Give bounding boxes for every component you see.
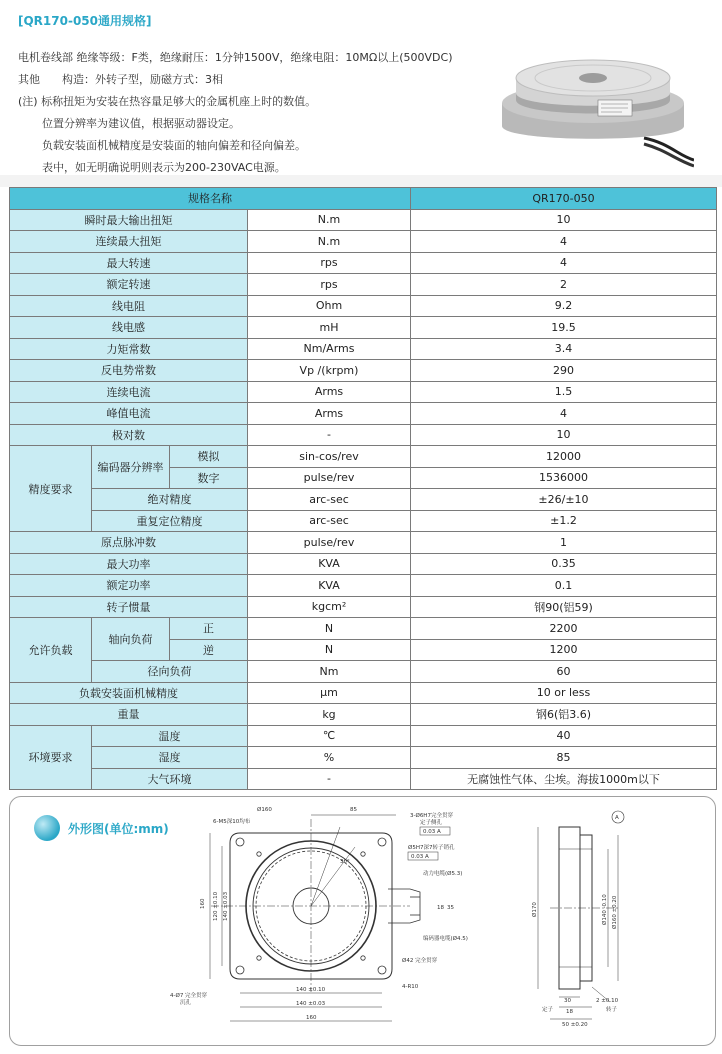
- row-unit: %: [248, 747, 411, 769]
- row-unit: Nm/Arms: [248, 338, 411, 360]
- dim-label: 3-Ø6H7完全贯穿: [410, 813, 453, 819]
- table-row: [10, 596, 717, 618]
- row-label: 瞬时最大输出扭矩: [10, 209, 248, 231]
- group-label-axial-load: 轴向负荷: [92, 618, 170, 661]
- table-row: [10, 338, 717, 360]
- spec-table: [9, 187, 717, 790]
- intro-line: (注) 标称扭矩为安装在热容量足够大的金属机座上时的数值。: [18, 95, 317, 108]
- table-header-row: [10, 188, 717, 210]
- dim-label: 50 ±0.20: [562, 1022, 588, 1028]
- row-value: 1.5: [411, 381, 717, 403]
- row-value: 10: [411, 424, 717, 446]
- row-unit: μm: [248, 682, 411, 704]
- dim-label: Ø160 ±0.20: [612, 895, 618, 929]
- row-unit: arc-sec: [248, 489, 411, 511]
- row-label: 重量: [10, 704, 248, 726]
- table-row: [10, 532, 717, 554]
- table-row: [10, 252, 717, 274]
- page-title: [QR170-050通用规格]: [18, 14, 152, 28]
- row-unit: Arms: [248, 381, 411, 403]
- table-row: [10, 704, 717, 726]
- row-unit: kgcm²: [248, 596, 411, 618]
- row-value: 10: [411, 209, 717, 231]
- row-label: 极对数: [10, 424, 248, 446]
- group-label-accuracy: 精度要求: [10, 446, 92, 532]
- dim-label: 140 ±0.03: [296, 1001, 326, 1007]
- dim-label: 0.03 A: [423, 829, 441, 835]
- dim-label: A: [615, 815, 619, 821]
- row-unit: pulse/rev: [248, 467, 411, 489]
- table-row: [10, 618, 717, 640]
- table-row: [10, 575, 717, 597]
- row-label: 负载安装面机械精度: [10, 682, 248, 704]
- dim-label: 2 ±0.10: [596, 998, 619, 1004]
- table-row: [10, 768, 717, 790]
- row-value: ±26/±10: [411, 489, 717, 511]
- row-label: 数字: [170, 467, 248, 489]
- row-value: 19.5: [411, 317, 717, 339]
- intro-line: 位置分辨率为建议值，根据驱动器设定。: [42, 117, 240, 130]
- row-value: 40: [411, 725, 717, 747]
- row-label: 反电势常数: [10, 360, 248, 382]
- intro-text: [18, 47, 498, 179]
- dim-label: 160: [200, 898, 206, 909]
- row-value: 2200: [411, 618, 717, 640]
- dim-label: 6-M5深10均布: [213, 819, 251, 825]
- dim-label: Ø170: [532, 902, 538, 917]
- dim-label: 沉孔: [180, 1000, 192, 1006]
- table-row: [10, 295, 717, 317]
- row-value: 2: [411, 274, 717, 296]
- row-unit: Nm: [248, 661, 411, 683]
- row-label: 连续电流: [10, 381, 248, 403]
- row-unit: pulse/rev: [248, 532, 411, 554]
- table-row: [10, 231, 717, 253]
- dim-label: 定子侧孔: [420, 820, 443, 826]
- row-unit: KVA: [248, 575, 411, 597]
- table-row: [10, 553, 717, 575]
- dim-label: 转子: [606, 1007, 618, 1013]
- dim-label: 0.03 A: [411, 854, 429, 860]
- row-value: 4: [411, 231, 717, 253]
- dim-label: 85: [350, 807, 357, 813]
- row-label: 绝对精度: [92, 489, 248, 511]
- dimension-drawing: [10, 797, 715, 1045]
- dim-label: 定子: [542, 1007, 554, 1013]
- row-label: 力矩常数: [10, 338, 248, 360]
- row-unit: kg: [248, 704, 411, 726]
- row-label: 最大转速: [10, 252, 248, 274]
- section-separator: [0, 175, 722, 187]
- table-row: [10, 661, 717, 683]
- row-label: 额定转速: [10, 274, 248, 296]
- row-label: 大气环境: [92, 768, 248, 790]
- row-label: 正: [170, 618, 248, 640]
- dim-label: 18: [437, 905, 444, 911]
- dim-label: Ø140 -0.10: [602, 894, 608, 925]
- header-model: QR170-050: [411, 188, 717, 210]
- row-label: 线电阻: [10, 295, 248, 317]
- row-unit: -: [248, 768, 411, 790]
- row-label: 额定功率: [10, 575, 248, 597]
- header-spec-name: 规格名称: [10, 188, 411, 210]
- row-value: 60: [411, 661, 717, 683]
- row-unit: N: [248, 639, 411, 661]
- table-row: [10, 209, 717, 231]
- dim-label: Ø5H7深7转子销孔: [408, 845, 455, 851]
- row-value: 0.1: [411, 575, 717, 597]
- row-unit: Ohm: [248, 295, 411, 317]
- intro-line: 其他 构造：外转子型，励磁方式：3相: [18, 73, 223, 86]
- dim-label: 编码器电缆(Ø4.5): [423, 936, 468, 942]
- intro-line: 电机卷线部 绝缘等级：F类，绝缘耐压：1分钟1500V，绝缘电阻：10MΩ以上(500VDC): [18, 51, 453, 64]
- row-unit: sin-cos/rev: [248, 446, 411, 468]
- row-value: 1200: [411, 639, 717, 661]
- row-label: 峰值电流: [10, 403, 248, 425]
- table-row: [10, 725, 717, 747]
- group-label-environment: 环境要求: [10, 725, 92, 790]
- dim-label: 140 ±0.10: [296, 987, 326, 993]
- row-value: 钢6(铝3.6): [411, 704, 717, 726]
- table-row: [10, 489, 717, 511]
- row-label: 湿度: [92, 747, 248, 769]
- table-row: [10, 360, 717, 382]
- dim-label: Ø42 完全贯穿: [402, 958, 438, 964]
- row-unit: Arms: [248, 403, 411, 425]
- row-label: 线电感: [10, 317, 248, 339]
- row-value: 0.35: [411, 553, 717, 575]
- row-unit: -: [248, 424, 411, 446]
- group-label-encoder: 编码器分辨率: [92, 446, 170, 489]
- intro-line: 负载安装面机械精度是安装面的轴向偏差和径向偏差。: [42, 139, 306, 152]
- row-unit: rps: [248, 252, 411, 274]
- row-label: 径向负荷: [92, 661, 248, 683]
- outline-drawing-panel: [9, 796, 716, 1046]
- row-label: 逆: [170, 639, 248, 661]
- dim-label: 动力电缆(Ø5.3): [423, 871, 463, 877]
- row-unit: rps: [248, 274, 411, 296]
- table-row: [10, 424, 717, 446]
- row-unit: ℃: [248, 725, 411, 747]
- intro-line: 表中，如无明确说明则表示为200-230VAC电源。: [42, 161, 286, 174]
- row-unit: arc-sec: [248, 510, 411, 532]
- dim-label: 18: [566, 1009, 573, 1015]
- front-view-labels: [170, 806, 468, 1021]
- row-value: 1: [411, 532, 717, 554]
- dim-label: 30: [564, 998, 571, 1004]
- row-value: 4: [411, 252, 717, 274]
- row-value: 钢90(铝59): [411, 596, 717, 618]
- row-label: 原点脉冲数: [10, 532, 248, 554]
- dim-label: 120 ±0.10: [213, 891, 219, 921]
- row-label: 重复定位精度: [92, 510, 248, 532]
- row-label: 温度: [92, 725, 248, 747]
- row-unit: N.m: [248, 209, 411, 231]
- row-unit: mH: [248, 317, 411, 339]
- row-value: 12000: [411, 446, 717, 468]
- dim-label: 160: [306, 1015, 317, 1021]
- row-value: 85: [411, 747, 717, 769]
- table-row: [10, 510, 717, 532]
- dim-label: 30°: [340, 859, 350, 865]
- table-row: [10, 274, 717, 296]
- dim-label: 140 ±0.03: [223, 891, 229, 921]
- row-value: 3.4: [411, 338, 717, 360]
- row-unit: Vp /(krpm): [248, 360, 411, 382]
- dim-label: 35: [447, 905, 454, 911]
- row-label: 模拟: [170, 446, 248, 468]
- table-row: [10, 682, 717, 704]
- row-value: 4: [411, 403, 717, 425]
- row-unit: KVA: [248, 553, 411, 575]
- row-label: 转子惯量: [10, 596, 248, 618]
- table-row: [10, 381, 717, 403]
- row-value: 10 or less: [411, 682, 717, 704]
- table-row: [10, 446, 717, 468]
- row-value: 290: [411, 360, 717, 382]
- row-label: 最大功率: [10, 553, 248, 575]
- dim-label: Ø160: [257, 807, 272, 813]
- row-unit: N.m: [248, 231, 411, 253]
- group-label-allowable-load: 允许负载: [10, 618, 92, 683]
- row-unit: N: [248, 618, 411, 640]
- drawing-title: 外形图(单位:mm): [68, 821, 169, 836]
- motor-product-image: [494, 48, 694, 168]
- side-view-labels: [531, 815, 619, 1028]
- row-value: 9.2: [411, 295, 717, 317]
- dim-label: 4-Ø7 完全贯穿: [170, 993, 208, 999]
- table-row: [10, 747, 717, 769]
- row-label: 连续最大扭矩: [10, 231, 248, 253]
- row-value: 无腐蚀性气体、尘埃。海拔1000m以下: [411, 768, 717, 790]
- dim-label: 4-R10: [402, 984, 419, 990]
- row-value: 1536000: [411, 467, 717, 489]
- table-row: [10, 403, 717, 425]
- table-row: [10, 317, 717, 339]
- row-value: ±1.2: [411, 510, 717, 532]
